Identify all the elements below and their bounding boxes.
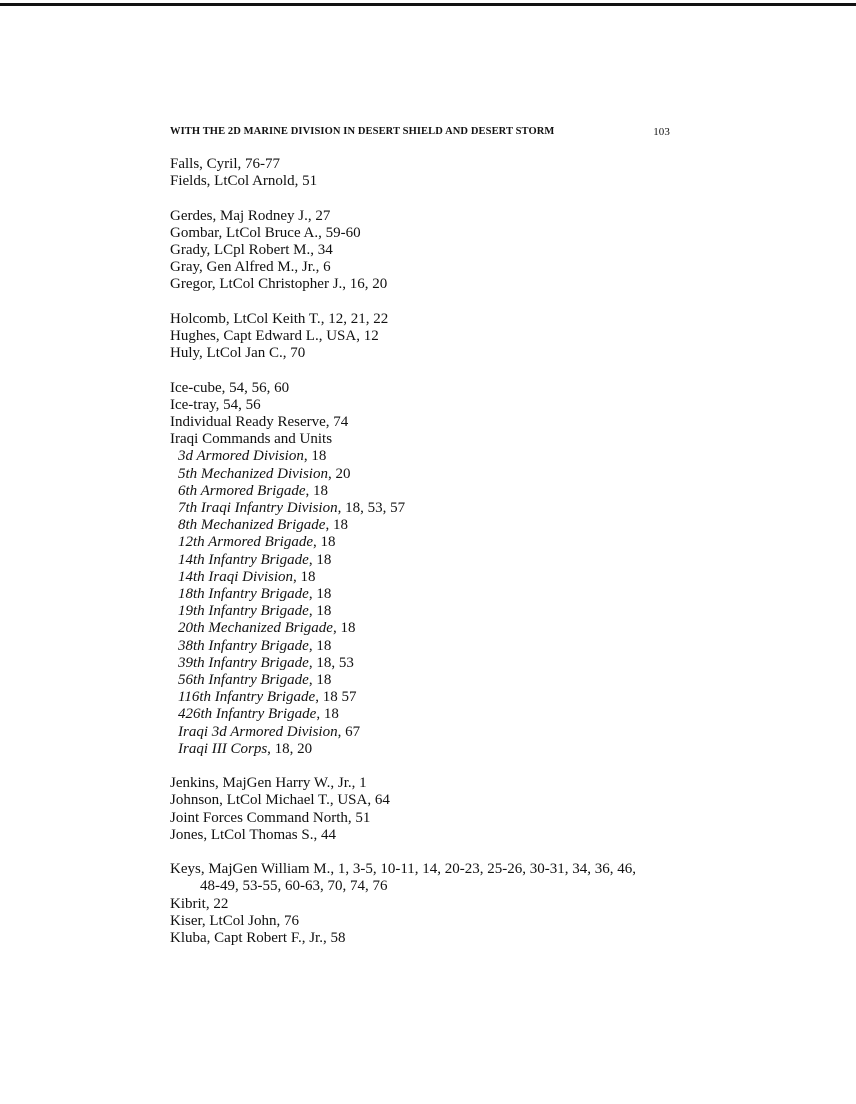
index-subentry — [170, 655, 690, 672]
index-entry — [170, 397, 690, 414]
index-letter-group — [170, 208, 690, 294]
index-entry — [170, 930, 690, 947]
index-subentry — [170, 517, 690, 534]
index-entry — [170, 431, 690, 448]
entry-pages: , 1, 3-5, 10-11, 14, 20-23, 25-26, 30-31, 34, 36, 46, — [330, 861, 637, 878]
index-subentry — [170, 448, 690, 465]
entry-pages: , 1 — [351, 775, 367, 792]
entry-pages: , 18 — [308, 603, 332, 620]
index-subentry — [170, 689, 690, 706]
page-top-rule — [0, 3, 856, 6]
index-entry — [170, 225, 690, 242]
entry-name: 5th Mechanized Division — [178, 465, 328, 482]
index-entry — [170, 276, 690, 293]
entry-name: 20th Mechanized Brigade — [178, 620, 333, 637]
entry-name: 6th Armored Brigade — [178, 482, 306, 499]
index-subentry — [170, 569, 690, 586]
entry-name: Gombar, LtCol Bruce A. — [170, 224, 319, 241]
index-entry — [170, 810, 690, 827]
entry-pages: , 64 — [367, 792, 390, 809]
entry-pages: , 18 — [293, 568, 316, 585]
entry-pages: , 54, 56, 60 — [221, 379, 290, 396]
entry-name: 426th Infantry Brigade — [178, 706, 317, 723]
index-entry — [170, 173, 690, 190]
index-subentry — [170, 638, 690, 655]
entry-pages: , 6 — [315, 259, 331, 276]
entry-pages: , 76-77 — [237, 156, 281, 172]
index-entry — [170, 311, 690, 328]
entry-pages: , 59-60 — [318, 224, 361, 241]
entry-name: Individual Ready Reserve — [170, 414, 326, 430]
index-entry — [170, 259, 690, 276]
page-number: 103 — [653, 126, 670, 138]
entry-name: 14th Infantry Brigade — [178, 551, 309, 568]
index-subentry — [170, 603, 690, 620]
index-entry — [170, 328, 690, 345]
entry-pages: , 74 — [325, 414, 349, 430]
index-subentry — [170, 466, 690, 483]
index-entry — [170, 345, 690, 362]
entry-pages: , 18 57 — [315, 689, 357, 706]
index-entry — [170, 792, 690, 809]
index-entry — [170, 775, 690, 792]
entry-name: Ice-tray — [170, 396, 216, 413]
index-letter-group — [170, 156, 690, 190]
index-subentry — [170, 706, 690, 723]
index-entry — [170, 913, 690, 930]
entry-name: Fields, LtCol Arnold — [170, 173, 295, 190]
index-entry — [170, 414, 690, 431]
index-letter-group — [170, 861, 690, 947]
entry-name: Gerdes, Maj Rodney J. — [170, 207, 308, 224]
entry-name: Iraqi Commands and Units — [170, 431, 333, 448]
entry-pages: , 34 — [310, 242, 333, 258]
index-letter-group — [170, 311, 690, 363]
entry-pages: , 16, 20 — [342, 276, 388, 293]
index-subentry — [170, 500, 690, 517]
index-letter-group — [170, 380, 690, 758]
entry-pages: , 27 — [307, 207, 331, 224]
index-entry — [170, 861, 690, 878]
entry-name: Iraqi 3d Armored Division — [178, 723, 338, 740]
index-subentry — [170, 672, 690, 689]
entry-name: 8th Mechanized Brigade — [178, 517, 326, 534]
running-title: WITH THE 2D MARINE DIVISION IN DESERT SHIELD AND DESERT STORM — [170, 126, 555, 137]
entry-pages-continuation: 48-49, 53-55, 60-63, 70, 74, 76 — [200, 878, 388, 895]
entry-pages: , 70 — [282, 345, 306, 362]
entry-pages: , 44 — [313, 826, 336, 843]
entry-name: 38th Infantry Brigade — [178, 637, 309, 654]
entry-pages: , 18 — [325, 517, 348, 534]
index-letter-group — [170, 775, 690, 844]
entry-name: Gregor, LtCol Christopher J. — [170, 276, 343, 293]
index-subentry — [170, 586, 690, 603]
entry-pages: , 51 — [294, 173, 318, 190]
entry-pages: , 18, 53 — [308, 654, 354, 671]
entry-name: Gray, Gen Alfred M., Jr. — [170, 259, 316, 276]
entry-name: 116th Infantry Brigade — [178, 689, 316, 706]
index-subentry — [170, 741, 690, 758]
entry-pages: , 18 — [308, 637, 332, 654]
entry-name: 14th Iraqi Division — [178, 568, 293, 585]
index-subentry — [170, 534, 690, 551]
entry-name: 12th Armored Brigade — [178, 534, 313, 551]
entry-pages: , 54, 56 — [215, 396, 261, 413]
entry-name: Johnson, LtCol Michael T., USA — [170, 792, 368, 809]
index-entry — [170, 208, 690, 225]
entry-name: Holcomb, LtCol Keith T. — [170, 310, 321, 327]
entry-pages: , 18 — [332, 620, 356, 637]
entry-pages: , 22 — [205, 895, 229, 912]
entry-pages: , 58 — [322, 930, 346, 947]
running-header — [170, 126, 670, 137]
index-list — [170, 156, 690, 964]
entry-pages: , 20 — [327, 465, 351, 482]
entry-name: Grady, LCpl Robert M. — [170, 242, 311, 258]
entry-name: Huly, LtCol Jan C. — [170, 345, 283, 362]
index-entry — [170, 896, 690, 913]
entry-pages: , 18, 53, 57 — [337, 500, 406, 517]
index-entry — [170, 827, 690, 844]
entry-name: Kibrit — [170, 895, 206, 912]
entry-pages: , 18 — [316, 706, 339, 723]
index-subentry — [170, 552, 690, 569]
entry-name: 7th Iraqi Infantry Division — [178, 500, 338, 517]
entry-pages: , 18 — [305, 482, 328, 499]
entry-pages: , 18 — [313, 534, 336, 551]
entry-name: Hughes, Capt Edward L., USA — [170, 328, 357, 344]
entry-pages: , 18, 20 — [267, 740, 313, 757]
entry-name: 19th Infantry Brigade — [178, 603, 309, 620]
entry-name: Keys, MajGen William M. — [170, 861, 331, 878]
entry-name: 56th Infantry Brigade — [178, 672, 309, 689]
entry-name: Kluba, Capt Robert F., Jr. — [170, 930, 323, 947]
entry-pages: , 76 — [276, 912, 299, 929]
entry-pages: , 51 — [347, 809, 371, 826]
entry-name: Ice-cube — [170, 379, 222, 396]
entry-name: 18th Infantry Brigade — [178, 586, 309, 603]
entry-name: 39th Infantry Brigade — [178, 654, 309, 671]
entry-pages: , 18 — [308, 586, 332, 603]
index-subentry — [170, 483, 690, 500]
entry-name: Jones, LtCol Thomas S. — [170, 826, 314, 843]
index-subentry — [170, 724, 690, 741]
entry-pages: , 67 — [337, 723, 361, 740]
index-entry — [170, 380, 690, 397]
entry-name: Falls, Cyril — [170, 156, 238, 172]
index-entry — [170, 242, 690, 259]
entry-name: Iraqi III Corps — [178, 740, 268, 757]
entry-pages: , 18 — [308, 672, 332, 689]
index-entry — [170, 156, 690, 173]
entry-pages: , 12 — [356, 328, 379, 344]
entry-name: Joint Forces Command North — [170, 809, 348, 826]
entry-pages: , 18 — [308, 551, 332, 568]
index-subentry — [170, 620, 690, 637]
entry-pages: , 18 — [303, 448, 327, 465]
entry-name: Kiser, LtCol John — [170, 912, 277, 929]
entry-name: 3d Armored Division — [178, 448, 304, 465]
entry-pages: , 12, 21, 22 — [320, 310, 389, 327]
entry-name: Jenkins, MajGen Harry W., Jr. — [170, 775, 352, 792]
